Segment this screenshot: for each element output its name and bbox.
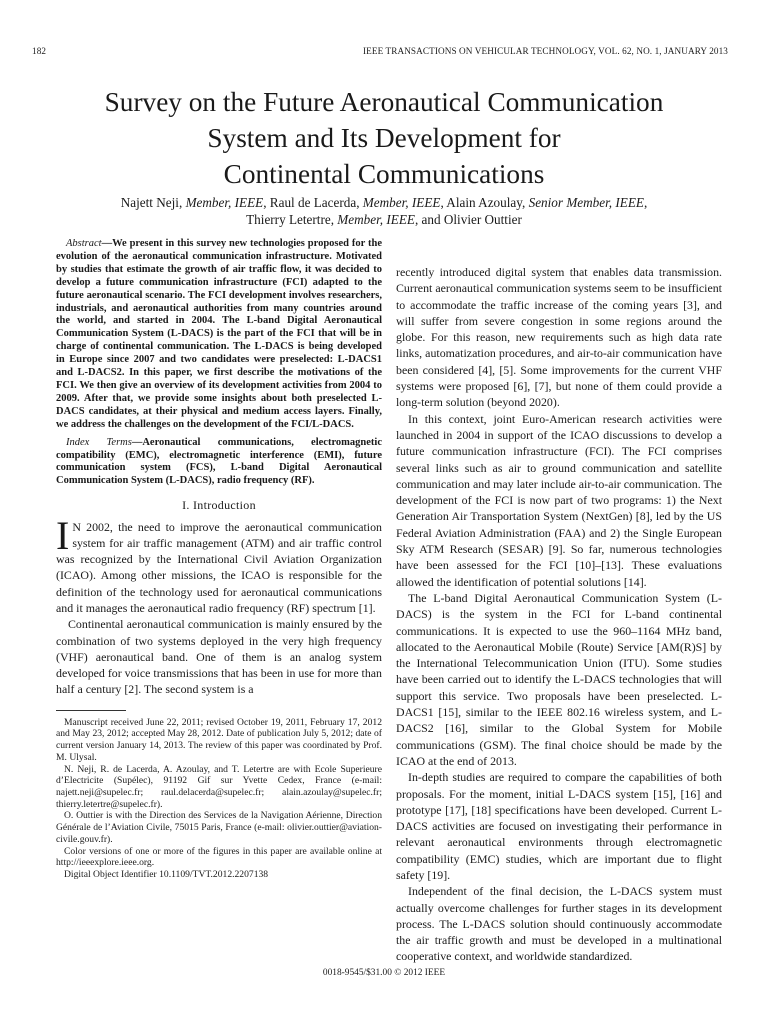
- drop-cap: I: [56, 512, 70, 558]
- footnote-divider: [56, 710, 126, 711]
- section-heading: I. Introduction: [182, 498, 256, 513]
- abstract: [56, 238, 382, 432]
- footnote: N. Neji, R. de Lacerda, A. Azoulay, and T. Letertre are with Ecole Superieure d’Electricite (Supélec), 91192 Gif sur Yvette Cedex, France (e-mail: najett.neji@supelec.fr; raul.delacerda@supelec.fr; alain.azoulay@supelec.fr; thierry.letertre@supelec.fr).: [56, 763, 382, 810]
- author-role: Senior Member, IEEE: [528, 195, 644, 210]
- footnote: Color versions of one or more of the figures in this paper are available online at http://ieeexplore.ieee.org.: [56, 845, 382, 869]
- paper-title: [40, 84, 728, 192]
- title-line: Continental Communications: [223, 159, 545, 189]
- author-role: Member, IEEE: [185, 195, 264, 210]
- body-paragraph: The L-band Digital Aeronautical Communication System (L-DACS) is the system in the FCI for L-band continental communications. It is expected to use the 960–1164 MHz band, allocated to the Aeronautical Mobile (Route) Service [AM(R)S] by the International Telecommunication Union (ITU). Some studies have been carried out to identify the L-DACS technologies that will support this service. Two proposals have been preselected. L-DACS1 [15], similar to the IEEE 802.16 wireless system, and L-DACS2 [16], similar to the Global System for Mobile communications (GSM). The final choice should be made by the ICAO at the end of 2013.: [396, 590, 722, 768]
- body-paragraph: In-depth studies are required to compare the capabilities of both proposals. For the moment, initial L-DACS system [15], [16] and prototype [17], [18] specifications have been developed. Current L-DACS activities are focused on investigating their performance in relevant aeronautical environments through electromagnetic compatibility (EMC) studies, which are important due to flight safety [19].: [396, 770, 722, 882]
- footnote: O. Outtier is with the Direction des Services de la Navigation Aérienne, Direction Générale de l’Aviation Civile, 75015 Paris, France (e-mail: olivier.outtier@aviation-civile.gouv.fr).: [56, 810, 382, 845]
- author-name: , Alain Azoulay,: [440, 195, 529, 210]
- index-terms-label: Index Terms: [66, 436, 132, 448]
- copyright-footer: 0018-9545/$31.00 © 2012 IEEE: [322, 968, 446, 978]
- footnote: Digital Object Identifier 10.1109/TVT.2012.2207138: [64, 868, 269, 880]
- title-line: System and Its Development for: [207, 123, 561, 153]
- author-name: , and Olivier Outtier: [414, 212, 522, 227]
- journal-header: IEEE TRANSACTIONS ON VEHICULAR TECHNOLOGY, VOL. 62, NO. 1, JANUARY 2013: [363, 46, 728, 56]
- left-column: [56, 238, 382, 881]
- abstract-label: Abstract: [66, 238, 102, 249]
- body-paragraph: recently introduced digital system that enables data transmission. Current aeronautical communication systems seem to be insufficient to accommodate the traffic increase of the coming years [3], and will suffer from severe congestion in some regions around the globe. For this reason, new requirements such as high data rate links, automatization procedures, and air-to-air communication have been considered [4], [5]. Some improvements for the current VHF systems were proposed [6], [7], but none of them could provide a long-term solution (beyond 2020).: [396, 265, 722, 410]
- author-sep: ,: [643, 195, 648, 210]
- author-name: Najett Neji,: [120, 195, 186, 210]
- author-name: Thierry Letertre,: [246, 212, 338, 227]
- right-column: [396, 264, 722, 965]
- body-paragraph: Continental aeronautical communication is mainly ensured by the combination of two systems deployed in the very high frequency (VHF) aeronautical band. One of them is an analog system developed for voice transmissions that has been in use for more than half a century [2]. The second system is a: [56, 617, 382, 697]
- footnote: Manuscript received June 22, 2011; revised October 19, 2011, February 17, 2012 and May 23, 2012; accepted May 28, 2012. Date of publication July 5, 2012; date of current version January 14, 2013. The review of this paper was coordinated by Prof. M. Ulysal.: [56, 716, 382, 763]
- author-name: , Raul de Lacerda,: [263, 195, 363, 210]
- author-list: [40, 194, 728, 228]
- intro-paragraph-text: N 2002, the need to improve the aeronautical communication system for air traffic management (ATM) and air traffic control was recognized by the International Civil Aviation Organization (ICAO). Among other missions, the ICAO is responsible for the definition of the technology used for aeronautical communications and it manages the aeronautical radio frequency (RF) spectrum [1].: [56, 519, 382, 615]
- footnotes: [56, 717, 382, 881]
- author-role: Member, IEEE: [337, 212, 415, 227]
- body-paragraph: Independent of the final decision, the L-DACS system must actually overcome challenges for further stages in its development process. The L-DACS solution should continuously accommodate the air traffic growth and must be developed in a multinational cooperative context, and worldwide standardized.: [396, 884, 722, 964]
- intro-paragraph: [56, 512, 382, 617]
- page-number: 182: [32, 46, 47, 56]
- author-role: Member, IEEE: [362, 195, 441, 210]
- index-terms: [56, 437, 382, 489]
- author-line: [40, 211, 728, 228]
- body-paragraph: In this context, joint Euro-American research activities were launched in 2004 in support of the ICAO discussions to develop a future communication infrastructure (FCI). The FCI comprises several links such as air to ground communication and satellite communication and may later include air-to-air communication. The development of the FCI is now part of two programs: 1) the Next Generation Air Transportation System (NextGen) [8], led by the US Federal Aviation Administration (FAA) and 2) the Single European Sky ATM Research (SESAR) [9]. So far, numerous technologies have been assessed for the FCI [10]–[13]. These evaluations allowed the identification of potential solutions [14].: [396, 411, 722, 589]
- index-terms-text: —Aeronautical communications, electromagnetic compatibility (EMC), electromagnetic interference (EMI), future communication system (FCS), L-band Digital Aeronautical Communication System (L-DACS), radio frequency (RF).: [56, 436, 382, 487]
- title-line: Survey on the Future Aeronautical Communication: [104, 87, 664, 117]
- abstract-text: —We present in this survey new technologies proposed for the evolution of the aeronautical communication infrastructure. Motivated by studies that estimate the growth of air traffic flow, it was decided to develop a future communication infrastructure (FCI) adapted to the future aeronautical scenario. The FCI development involves researchers, industrials, and aeronautical authorities from many countries around the world, and started in 2004. The L-band Digital Aeronautical Communication System (L-DACS) is the part of the FCI that will be in charge of continental communication. The L-DACS is being developed in Europe since 2007 and two candidates were preselected: L-DACS1 and L-DACS2. In this paper, we first describe the motivations of the FCI. We then give an overview of its development activities from 2004 to 2009. After that, we provide some insights about both preselected L-DACS candidates, at their physical and medium access layers. Finally, we address the challenges on the development of the FCI/L-DACS.: [56, 238, 382, 430]
- author-line: [40, 194, 728, 211]
